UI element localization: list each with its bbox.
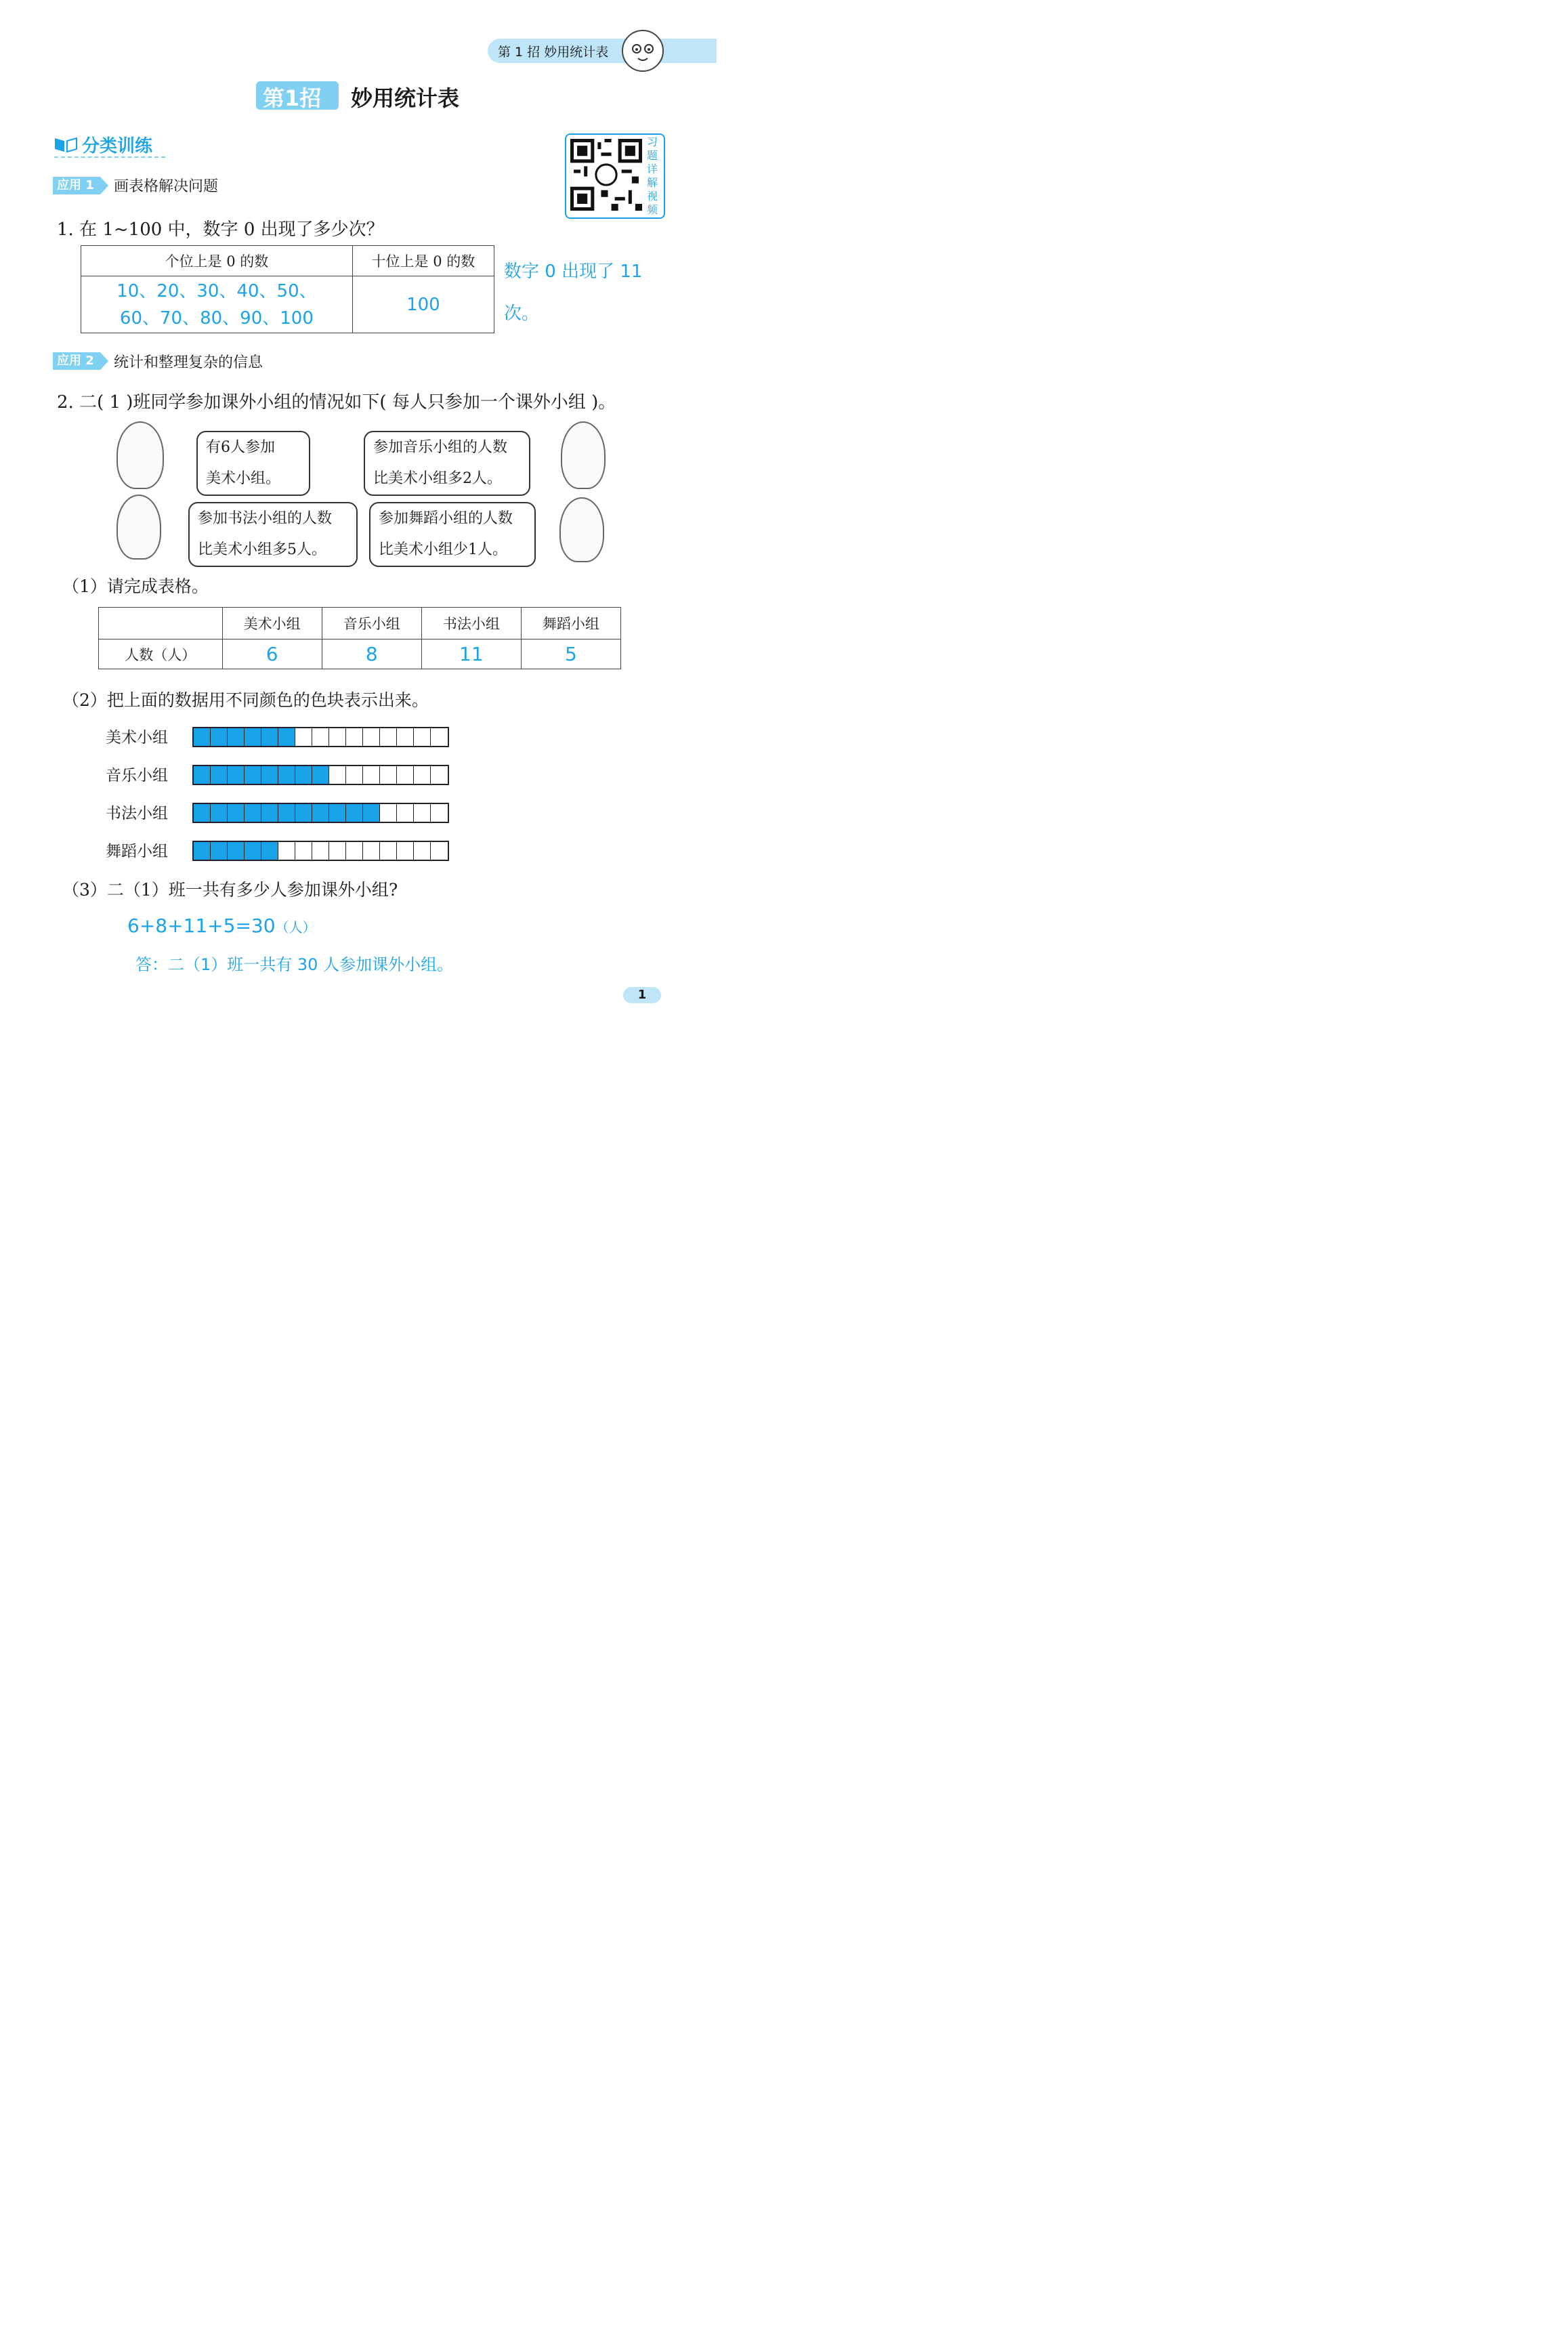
q2-row-label: 人数（人） <box>99 639 223 669</box>
bar-label-art: 美术小组 <box>106 729 168 747</box>
bar-cell-empty <box>363 766 380 784</box>
bubble-2 <box>364 431 530 496</box>
bar-cell-empty <box>431 728 448 746</box>
q2-question: 2. 二( 1 )班同学参加课外小组的情况如下( 每人只参加一个课外小组 )。 <box>57 392 616 413</box>
qr-label: 习题详解视频 <box>647 135 658 216</box>
bar-cell-filled <box>363 804 380 822</box>
bar-cell-empty <box>346 842 363 860</box>
bar-cell-filled <box>228 728 245 746</box>
app1-tag: 应用 1 <box>53 177 100 194</box>
bar-cell-filled <box>312 804 329 822</box>
bar-cell-filled <box>211 728 228 746</box>
bar-cell-filled <box>312 766 329 784</box>
bar-cell-filled <box>278 804 295 822</box>
section-underline <box>54 156 165 158</box>
q1-header-ones: 个位上是 0 的数 <box>81 246 353 276</box>
bar-cell-empty <box>278 842 295 860</box>
q1-ones-line1: 10、20、30、40、50、 <box>116 280 317 301</box>
boy-illustration-1 <box>561 421 606 489</box>
bar-cell-empty <box>397 842 414 860</box>
bar-cell-filled <box>346 804 363 822</box>
bar-cell-filled <box>245 728 261 746</box>
bubble-1-line2: 美术小组。 <box>206 470 281 487</box>
q2-sub1: （1）请完成表格。 <box>62 576 209 596</box>
bubble-4-line1: 参加舞蹈小组的人数 <box>379 510 513 527</box>
q2-value-art: 6 <box>222 639 322 669</box>
section-title: 分类训练 <box>82 136 153 156</box>
bar-label-music: 音乐小组 <box>106 767 168 784</box>
bar-cell-empty <box>414 728 431 746</box>
q1-answer-line1: 数字 0 出现了 11 <box>504 261 643 282</box>
bar-cell-empty <box>380 804 397 822</box>
bubble-1-line1: 有6人参加 <box>206 439 275 456</box>
app1-tag-arrow <box>100 177 108 194</box>
bar-cell-filled <box>211 804 228 822</box>
q2-answer: 答：二（1）班一共有 30 人参加课外小组。 <box>135 955 454 974</box>
bar-cell-filled <box>228 842 245 860</box>
bar-cell-filled <box>194 842 211 860</box>
mascot-avatar <box>622 30 664 72</box>
app1-title: 画表格解决问题 <box>114 178 219 195</box>
bar-cell-empty <box>397 766 414 784</box>
bar-cell-filled <box>194 766 211 784</box>
page-number: 1 <box>623 987 661 1003</box>
bar-cell-filled <box>278 766 295 784</box>
bar-cell-empty <box>380 766 397 784</box>
bubble-2-line1: 参加音乐小组的人数 <box>373 439 508 456</box>
bar-dance <box>192 841 449 861</box>
bar-cell-filled <box>261 842 278 860</box>
bar-cell-empty <box>346 766 363 784</box>
girl-illustration-1 <box>116 421 164 489</box>
q1-ones-line2: 60、70、80、90、100 <box>119 308 314 329</box>
bar-cell-filled <box>211 842 228 860</box>
girl-illustration-2 <box>116 495 161 560</box>
q1-cell-ones <box>81 276 353 333</box>
bar-cell-empty <box>363 728 380 746</box>
q2-header-calligraphy: 书法小组 <box>421 608 521 639</box>
bar-cell-filled <box>211 766 228 784</box>
app2-tag: 应用 2 <box>53 352 100 370</box>
bar-cell-filled <box>261 728 278 746</box>
q2-table <box>98 607 621 669</box>
bar-cell-filled <box>295 766 312 784</box>
bar-music <box>192 765 449 785</box>
bubble-1 <box>196 431 310 496</box>
bar-cell-filled <box>194 804 211 822</box>
q2-header-dance: 舞蹈小组 <box>521 608 620 639</box>
bar-cell-empty <box>414 766 431 784</box>
bar-cell-filled <box>329 804 346 822</box>
bar-cell-empty <box>414 804 431 822</box>
q1-cell-tens: 100 <box>352 276 494 333</box>
bar-label-calligraphy: 书法小组 <box>106 805 168 822</box>
bar-cell-filled <box>245 766 261 784</box>
page-title: 妙用统计表 <box>351 85 460 111</box>
boy-illustration-2 <box>559 497 604 562</box>
bar-calligraphy <box>192 803 449 823</box>
q2-value-dance: 5 <box>521 639 620 669</box>
q2-table-corner <box>99 608 223 639</box>
bar-cell-empty <box>329 766 346 784</box>
bar-cell-empty <box>431 842 448 860</box>
q2-header-music: 音乐小组 <box>322 608 421 639</box>
bar-label-dance: 舞蹈小组 <box>106 843 168 860</box>
bar-cell-empty <box>329 842 346 860</box>
bar-cell-empty <box>414 842 431 860</box>
book-icon <box>54 135 78 153</box>
q1-question: 1. 在 1~100 中，数字 0 出现了多少次？ <box>57 219 384 240</box>
q1-answer-line2: 次。 <box>504 303 540 324</box>
q2-calc-expression: 6+8+11+5=30 <box>127 915 276 937</box>
q1-table <box>81 245 494 333</box>
bubble-3-line1: 参加书法小组的人数 <box>198 510 333 527</box>
q2-calc <box>127 915 316 937</box>
bar-cell-filled <box>278 728 295 746</box>
bar-cell-empty <box>312 842 329 860</box>
q2-header-art: 美术小组 <box>222 608 322 639</box>
title-badge-text: 第1招 <box>263 85 322 111</box>
bar-cell-empty <box>380 728 397 746</box>
bar-cell-filled <box>261 804 278 822</box>
bar-cell-filled <box>228 766 245 784</box>
bar-cell-empty <box>312 728 329 746</box>
q2-value-calligraphy: 11 <box>421 639 521 669</box>
app2-tag-arrow <box>100 352 108 370</box>
bubble-4-line2: 比美术小组少1人。 <box>379 541 507 558</box>
bar-cell-filled <box>245 842 261 860</box>
bar-cell-filled <box>245 804 261 822</box>
bubble-3-line2: 比美术小组多5人。 <box>198 541 326 558</box>
q2-sub2: （2）把上面的数据用不同颜色的色块表示出来。 <box>62 690 429 710</box>
bar-cell-empty <box>295 842 312 860</box>
bar-cell-empty <box>380 842 397 860</box>
header-tab-text: 第 1 招 妙用统计表 <box>498 45 609 60</box>
bar-cell-empty <box>329 728 346 746</box>
bar-cell-filled <box>194 728 211 746</box>
bar-cell-empty <box>431 804 448 822</box>
bubble-2-line2: 比美术小组多2人。 <box>373 470 502 487</box>
bar-cell-empty <box>397 804 414 822</box>
bubble-4 <box>369 502 536 567</box>
bar-cell-empty <box>346 728 363 746</box>
bar-cell-empty <box>397 728 414 746</box>
bubble-3 <box>188 502 358 567</box>
bar-cell-empty <box>363 842 380 860</box>
q2-value-music: 8 <box>322 639 421 669</box>
bar-cell-empty <box>295 728 312 746</box>
bar-art <box>192 727 449 747</box>
q2-calc-unit: （人） <box>275 919 316 936</box>
bar-cell-filled <box>228 804 245 822</box>
q1-header-tens: 十位上是 0 的数 <box>352 246 494 276</box>
bar-cell-empty <box>431 766 448 784</box>
bar-cell-filled <box>261 766 278 784</box>
qr-code-icon[interactable] <box>570 139 642 211</box>
bar-cell-filled <box>295 804 312 822</box>
q2-sub3: （3）二（1）班一共有多少人参加课外小组? <box>62 880 398 900</box>
app2-title: 统计和整理复杂的信息 <box>114 354 263 371</box>
